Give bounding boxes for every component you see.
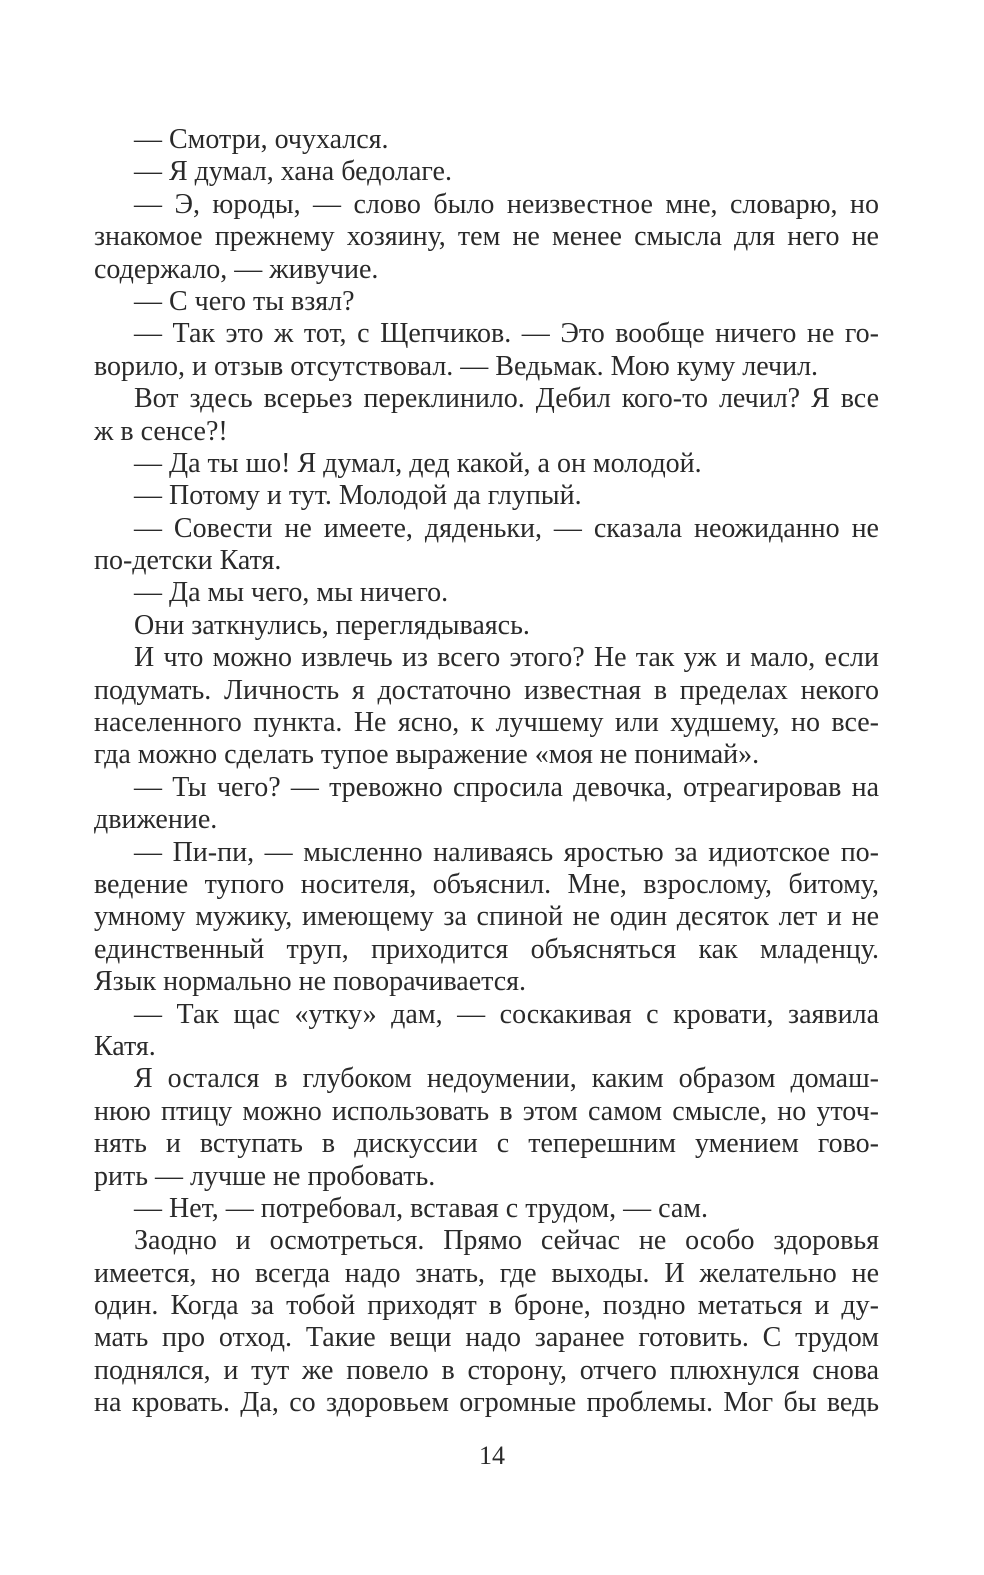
text-line: — Так щас «утку» дам, — соскакивая с кровати, заявила	[134, 998, 879, 1030]
text-line: рить — лучше не пробовать.	[94, 1160, 436, 1192]
text-line: ворило, и отзыв отсутствовал. — Ведьмак. Мою куму лечил.	[94, 350, 819, 382]
text-line: поднялся, и тут же повело в сторону, отчего плюхнулся снова	[94, 1354, 879, 1386]
text-line: — Да ты шо! Я думал, дед какой, а он молодой.	[134, 447, 702, 479]
text-line: — С чего ты взял?	[134, 285, 355, 317]
text-line: содержало, — живучие.	[94, 253, 379, 285]
text-line: — Ты чего? — тревожно спросила девочка, отреагировав на	[134, 771, 879, 803]
text-line: мать про отход. Такие вещи надо заранее готовить. С трудом	[94, 1322, 879, 1354]
text-line: — Потому и тут. Молодой да глупый.	[134, 480, 582, 512]
text-line: — Смотри, очухался.	[134, 124, 389, 155]
text-line: — Совести не имеете, дяденьки, — сказала неожиданно не	[134, 512, 879, 544]
text-line: имеется, но всегда надо знать, где выходы. И желательно не	[94, 1257, 879, 1289]
text-line: по-детски Катя.	[94, 545, 282, 577]
text-line: нять и вступать в дискуссии с теперешним умением гово-	[94, 1128, 879, 1160]
text-line: Катя.	[94, 1030, 156, 1062]
text-line: — Э, юроды, — слово было неизвестное мне, словарю, но	[134, 188, 879, 220]
text-line: один. Когда за тобой приходят в броне, поздно метаться и ду-	[94, 1290, 879, 1322]
text-line: умному мужику, имеющему за спиной не один десяток лет и не	[94, 901, 879, 933]
text-line: единственный труп, приходится объясняться как младенцу.	[94, 933, 879, 965]
text-line: движение.	[94, 804, 218, 836]
page-number: 14	[479, 1441, 505, 1470]
text-line: ж в сенсе?!	[94, 415, 228, 447]
text-line: на кровать. Да, со здоровьем огромные проблемы. Мог бы ведь	[94, 1387, 879, 1419]
body-text	[94, 124, 879, 1420]
text-line: Заодно и осмотреться. Прямо сейчас не особо здоровья	[134, 1225, 879, 1257]
text-line: — Нет, — потребовал, вставая с трудом, — сам.	[134, 1192, 709, 1224]
text-line: Вот здесь всерьез переклинило. Дебил кого-то лечил? Я все	[134, 383, 879, 415]
text-line: ведение тупого носителя, объяснил. Мне, взрослому, битому,	[94, 868, 879, 900]
text-line: Я остался в глубоком недоумении, каким образом домаш-	[134, 1063, 879, 1095]
text-line: нюю птицу можно использовать в этом самом смысле, но уточ-	[94, 1095, 879, 1127]
text-line: гда можно сделать тупое выражение «моя не понимай».	[94, 739, 760, 771]
text-line: Язык нормально не поворачивается.	[94, 966, 527, 998]
text-line: знакомое прежнему хозяину, тем не менее смысла для него не	[94, 221, 879, 253]
text-line: Они заткнулись, переглядываясь.	[134, 609, 530, 641]
text-line: подумать. Личность я достаточно известная в пределах некого	[94, 674, 879, 706]
text-line: — Так это ж тот, с Щепчиков. — Это вообще ничего не го-	[134, 318, 879, 350]
text-line: населенного пункта. Не ясно, к лучшему или худшему, но все-	[94, 707, 879, 739]
text-line: — Пи-пи, — мысленно наливаясь яростью за идиотское по-	[134, 836, 879, 868]
text-line: — Да мы чего, мы ничего.	[134, 577, 449, 609]
text-line: И что можно извлечь из всего этого? Не так уж и мало, если	[134, 642, 879, 674]
text-line: — Я думал, хана бедолаге.	[134, 156, 452, 188]
